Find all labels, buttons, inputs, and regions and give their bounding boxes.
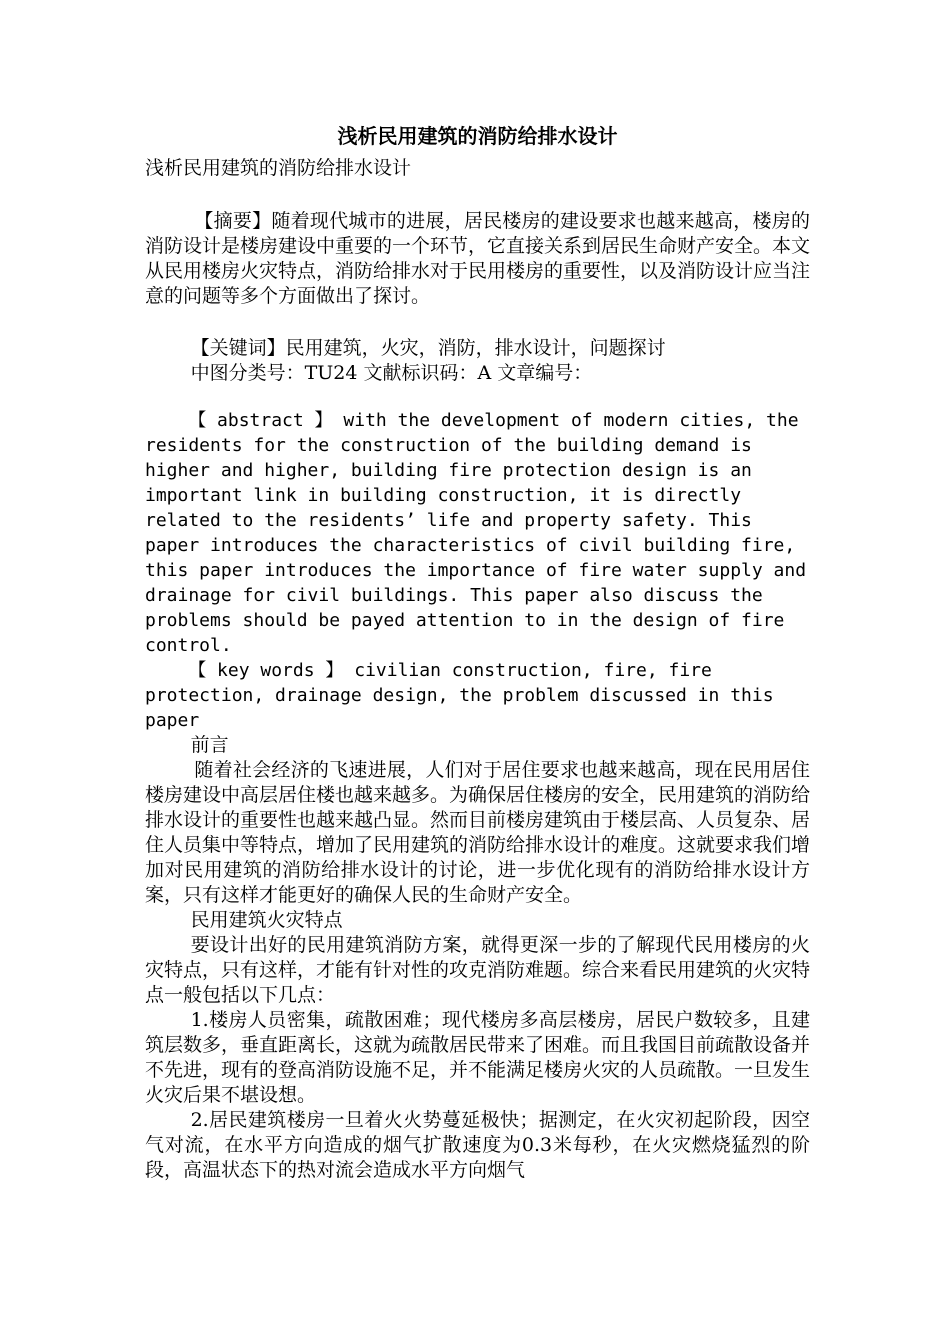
fire-point-2: 2.居民建筑楼房一旦着火火势蔓延极快；据测定，在火灾初起阶段，因空气对流，在水平方向造成的烟气扩散速度为0.3米每秒，在火灾燃烧猛烈的阶段，高温状态下的热对流会造成水平方向烟气 [145, 1109, 810, 1181]
classification-line: 中图分类号：TU24 文献标识码：A 文章编号： [190, 362, 593, 384]
section-heading-fire-characteristics: 民用建筑火灾特点 [190, 909, 343, 931]
spacer [145, 182, 810, 209]
document-subtitle: 浅析民用建筑的消防给排水设计 [145, 157, 412, 179]
abstract-en: 【 abstract 】 with the development of modern cities, the residents for the construction of the building demand is higher and higher, building fire protection design is an important link in building construction, it is directly related to the residents’ life and property safety. This paper introduces the characteristics of civil building fire, this paper introduces the importance of fire water supply and drainage for civil buildings. This paper also discuss the problems should be payed attention to in the design of fire control. [145, 410, 807, 656]
spacer [145, 309, 810, 336]
document-body [145, 118, 810, 1183]
keywords-cn: 【关键词】民用建筑，火灾，消防，排水设计，问题探讨 [190, 337, 666, 359]
keywords-en: 【 key words 】 civilian construction, fire, fire protection, drainage design, the problem discussed in this paper [145, 660, 774, 731]
spacer [145, 386, 810, 408]
preface-paragraph: 随着社会经济的飞速进展，人们对于居住要求也越来越高，现在民用居住楼房建设中高层居住楼也越来越多。为确保居住楼房的安全，民用建筑的消防给排水设计的重要性也越来越凸显。然而目前楼房建筑由于楼层高、人员复杂、居住人员集中等特点，增加了民用建筑的消防给排水设计的难度。这就要求我们增加对民用建筑的消防给排水设计的讨论，进一步优化现有的消防给排水设计方案，只有这样才能更好的确保人民的生命财产安全。 [145, 759, 811, 906]
fire-point-1: 1.楼房人员密集，疏散困难；现代楼房多高层楼房，居民户数较多，且建筑层数多，垂直距离长，这就为疏散居民带来了困难。而且我国目前疏散设备并不先进，现有的登高消防设施不足，并不能满足楼房火灾的人员疏散。一旦发生火灾后果不堪设想。 [145, 1009, 811, 1106]
abstract-cn: 【摘要】随着现代城市的进展，居民楼房的建设要求也越来越高，楼房的消防设计是楼房建设中重要的一个环节，它直接关系到居民生命财产安全。本文从民用楼房火灾特点，消防给排水对于民用楼房的重要性，以及消防设计应当注意的问题等多个方面做出了探讨。 [145, 210, 811, 307]
document-title: 浅析民用建筑的消防给排水设计 [337, 124, 618, 148]
section-heading-preface: 前言 [190, 734, 229, 756]
fire-intro-paragraph: 要设计出好的民用建筑消防方案，就得更深一步的了解现代民用楼房的火灾特点，只有这样，才能有针对性的攻克消防难题。综合来看民用建筑的火灾特点一般包括以下几点： [145, 934, 811, 1006]
